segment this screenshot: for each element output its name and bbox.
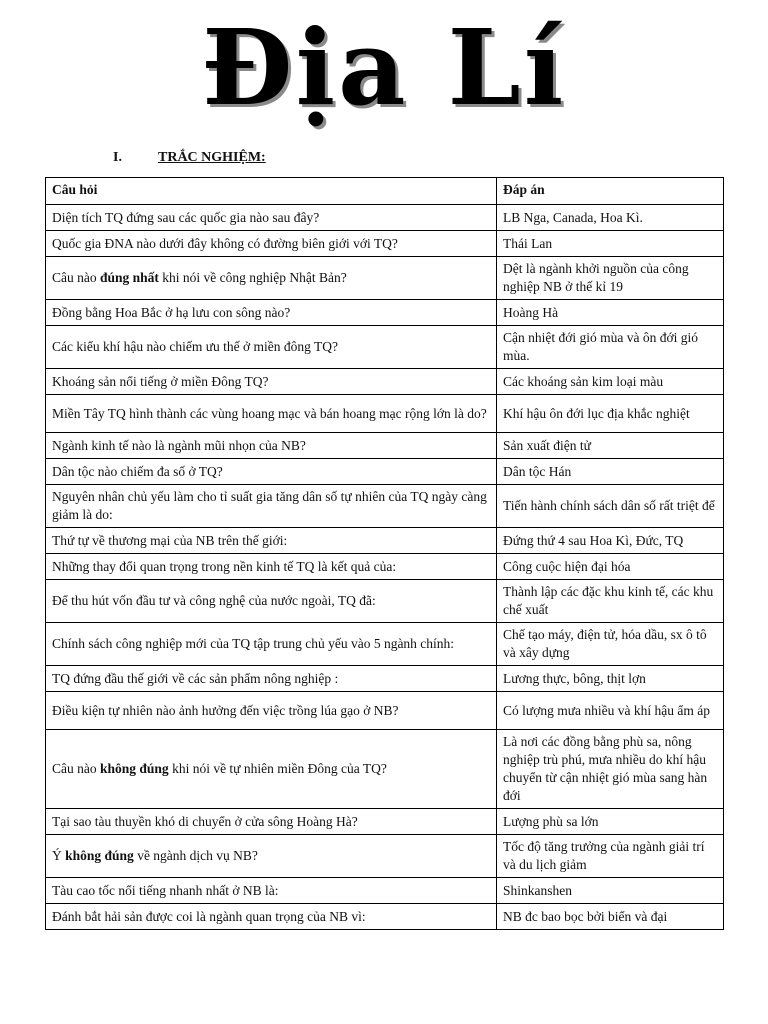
answer-cell: Chế tạo máy, điện tử, hóa dầu, sx ô tô và xây dựng xyxy=(497,623,724,666)
table-row xyxy=(46,666,724,692)
question-text: Dân tộc nào chiếm đa số ở TQ? xyxy=(52,463,223,479)
question-text: Câu nào xyxy=(52,270,100,285)
table-row xyxy=(46,835,724,878)
question-text: Chính sách công nghiệp mới của TQ tập trung chủ yếu vào 5 ngành chính: xyxy=(52,636,455,651)
answer-cell: Thái Lan xyxy=(497,231,724,257)
answer-cell: Cận nhiệt đới gió mùa và ôn đới gió mùa. xyxy=(497,326,724,369)
question-text: Để thu hút vốn đầu tư và công nghệ của nước ngoài, TQ đã: xyxy=(52,593,376,608)
table-row xyxy=(46,485,724,528)
table-row xyxy=(46,326,724,369)
question-text: Câu nào xyxy=(52,761,100,776)
answer-cell: Lương thực, bông, thịt lợn xyxy=(497,666,724,692)
question-cell xyxy=(46,433,497,459)
table-row xyxy=(46,231,724,257)
section-heading xyxy=(113,149,266,167)
question-text: Diện tích TQ đứng sau các quốc gia nào sau đây? xyxy=(52,209,320,225)
page-title: Địa Lí xyxy=(201,6,567,129)
question-emphasis: không đúng xyxy=(65,848,134,863)
table-body xyxy=(46,205,724,930)
table-row xyxy=(46,809,724,835)
table-row xyxy=(46,433,724,459)
question-text: khi nói về công nghiệp Nhật Bản? xyxy=(158,270,347,285)
answer-cell: NB đc bao bọc bởi biển và đại xyxy=(497,904,724,930)
question-text: Đánh bắt hải sản được coi là ngành quan trọng của NB vì: xyxy=(52,908,366,924)
table-row xyxy=(46,554,724,580)
question-cell xyxy=(46,257,497,300)
question-text: Những thay đổi quan trọng trong nền kinh tế TQ là kết quả của: xyxy=(52,558,397,574)
question-cell xyxy=(46,326,497,369)
question-text: Tàu cao tốc nổi tiếng nhanh nhất ở NB là: xyxy=(52,882,279,898)
question-text: khi nói về tự nhiên miền Đông của TQ? xyxy=(168,761,387,776)
table-row xyxy=(46,730,724,809)
table-row xyxy=(46,692,724,730)
answer-cell: Khí hậu ôn đới lục địa khắc nghiệt xyxy=(497,395,724,433)
answer-cell: Công cuộc hiện đại hóa xyxy=(497,554,724,580)
question-column-header: Câu hỏi xyxy=(46,178,497,205)
question-cell xyxy=(46,205,497,231)
question-cell xyxy=(46,835,497,878)
question-cell xyxy=(46,904,497,930)
table-header-row xyxy=(46,178,724,205)
answer-cell: Sản xuất điện tử xyxy=(497,433,724,459)
question-emphasis: không đúng xyxy=(100,761,169,776)
question-cell xyxy=(46,809,497,835)
question-text: Tại sao tàu thuyền khó di chuyển ở cửa sông Hoàng Hà? xyxy=(52,813,358,829)
answer-cell: Dân tộc Hán xyxy=(497,459,724,485)
question-cell xyxy=(46,554,497,580)
answer-cell: Dệt là ngành khởi nguồn của công nghiệp NB ở thế kỉ 19 xyxy=(497,257,724,300)
answer-cell: Hoàng Hà xyxy=(497,300,724,326)
question-text: Ý xyxy=(52,848,66,863)
table-row xyxy=(46,257,724,300)
table-row xyxy=(46,878,724,904)
table-row xyxy=(46,580,724,623)
question-cell xyxy=(46,580,497,623)
question-cell xyxy=(46,878,497,904)
question-text: về ngành dịch vụ NB? xyxy=(133,848,258,863)
answer-cell: Shinkanshen xyxy=(497,878,724,904)
question-cell xyxy=(46,300,497,326)
question-text: Quốc gia ĐNA nào dưới đây không có đường biên giới với TQ? xyxy=(52,235,398,251)
question-text: Đồng bằng Hoa Bắc ở hạ lưu con sông nào? xyxy=(52,304,291,320)
question-cell xyxy=(46,369,497,395)
table-row xyxy=(46,528,724,554)
answer-cell: LB Nga, Canada, Hoa Kì. xyxy=(497,205,724,231)
question-cell xyxy=(46,623,497,666)
question-cell xyxy=(46,666,497,692)
table-row xyxy=(46,623,724,666)
section-name: TRẮC NGHIỆM: xyxy=(158,150,266,165)
question-cell xyxy=(46,528,497,554)
question-text: Điều kiện tự nhiên nào ảnh hưởng đến việc trồng lúa gạo ở NB? xyxy=(52,702,399,718)
answer-cell: Thành lập các đặc khu kinh tế, các khu chế xuất xyxy=(497,580,724,623)
question-text: TQ đứng đầu thế giới về các sản phẩm nông nghiệp : xyxy=(52,670,339,686)
question-cell xyxy=(46,692,497,730)
quiz-table xyxy=(45,177,724,930)
answer-cell: Tốc độ tăng trưởng của ngành giải trí và du lịch giảm xyxy=(497,835,724,878)
table-row xyxy=(46,369,724,395)
answer-cell: Là nơi các đồng bằng phù sa, nông nghiệp trù phú, mưa nhiều do khí hậu chuyển từ cận nhiệt gió mùa sang hàn đới xyxy=(497,730,724,809)
answer-column-header: Đáp án xyxy=(497,178,724,205)
question-text: Khoáng sản nổi tiếng ở miền Đông TQ? xyxy=(52,373,269,389)
answer-cell: Các khoáng sản kim loại màu xyxy=(497,369,724,395)
question-text: Miền Tây TQ hình thành các vùng hoang mạc và bán hoang mạc rộng lớn là do? xyxy=(52,405,487,421)
answer-cell: Tiến hành chính sách dân số rất triệt để xyxy=(497,485,724,528)
question-text: Thứ tự về thương mại của NB trên thế giới: xyxy=(52,532,288,548)
table-row xyxy=(46,205,724,231)
question-text: Các kiểu khí hậu nào chiếm ưu thế ở miền đông TQ? xyxy=(52,339,339,354)
table-row xyxy=(46,300,724,326)
question-text: Nguyên nhân chủ yếu làm cho tỉ suất gia tăng dân số tự nhiên của TQ ngày càng giảm là do: xyxy=(52,489,487,522)
question-cell xyxy=(46,231,497,257)
question-cell xyxy=(46,485,497,528)
section-number: I. xyxy=(113,150,122,165)
question-text: Ngành kinh tế nào là ngành mũi nhọn của NB? xyxy=(52,437,306,453)
answer-cell: Có lượng mưa nhiều và khí hậu ẩm áp xyxy=(497,692,724,730)
question-cell xyxy=(46,459,497,485)
answer-cell: Lượng phù sa lớn xyxy=(497,809,724,835)
question-cell xyxy=(46,730,497,809)
table-row xyxy=(46,904,724,930)
table-row xyxy=(46,395,724,433)
table-row xyxy=(46,459,724,485)
answer-cell: Đứng thứ 4 sau Hoa Kì, Đức, TQ xyxy=(497,528,724,554)
question-emphasis: đúng nhất xyxy=(100,270,159,285)
question-cell xyxy=(46,395,497,433)
